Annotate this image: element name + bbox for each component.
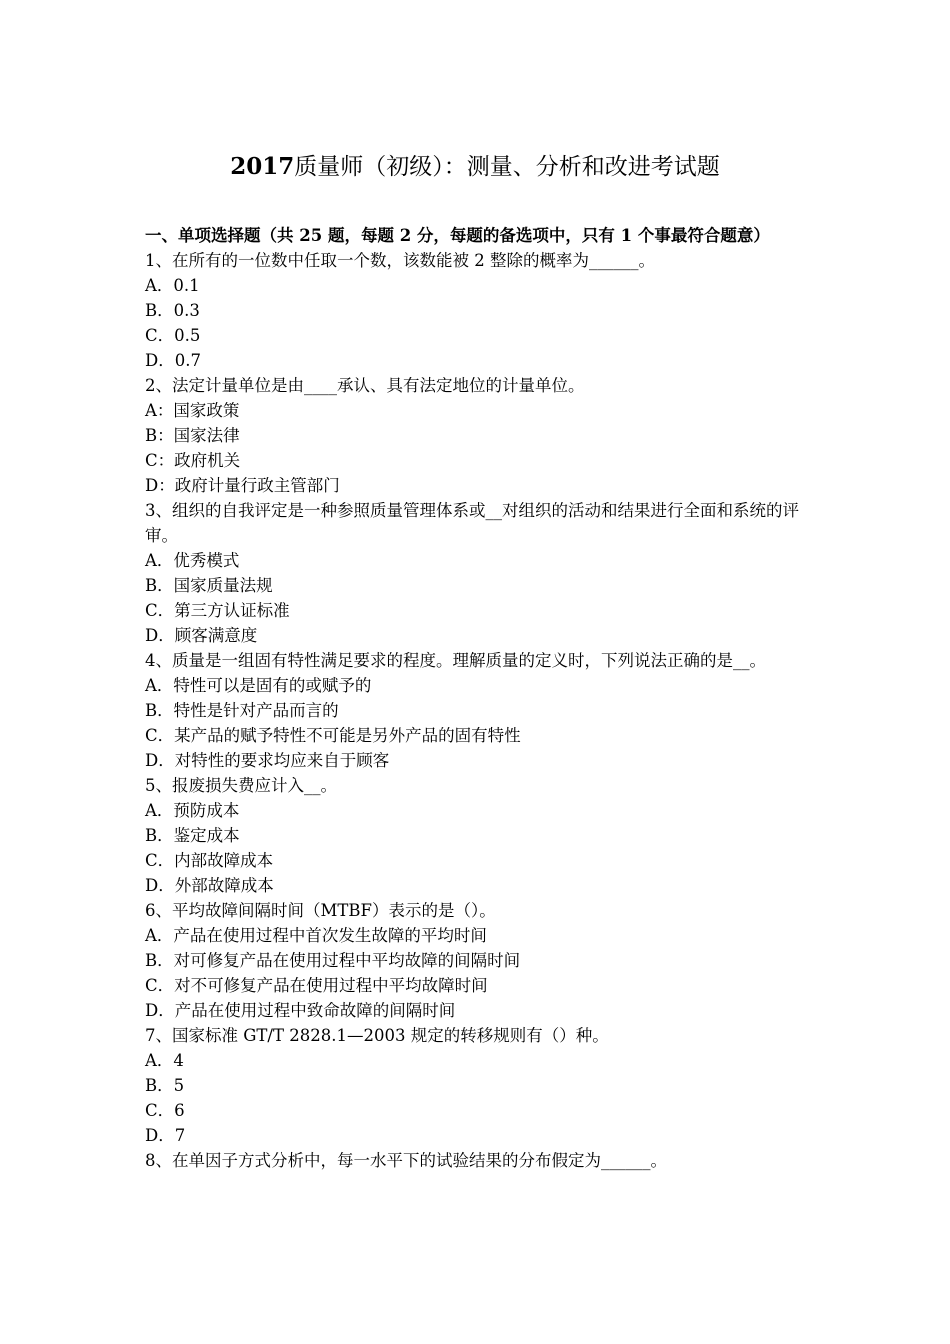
answer-option: C．0.5 bbox=[145, 326, 201, 345]
question-text: 6、平均故障间隔时间（MTBF）表示的是（）。 bbox=[145, 901, 496, 920]
answer-option: B．0.3 bbox=[145, 301, 200, 320]
answer-option: B．国家质量法规 bbox=[145, 576, 273, 595]
answer-option: D：政府计量行政主管部门 bbox=[145, 476, 340, 495]
question-text: 4、质量是一组固有特性满足要求的程度。理解质量的定义时，下列说法正确的是__。 bbox=[145, 651, 766, 670]
answer-option: A．0.1 bbox=[145, 276, 200, 295]
question-text: 2、法定计量单位是由____承认、具有法定地位的计量单位。 bbox=[145, 376, 585, 395]
answer-option: B．特性是针对产品而言的 bbox=[145, 701, 339, 720]
answer-option: B．鉴定成本 bbox=[145, 826, 240, 845]
question-text: 7、国家标准 GT/T 2828.1—2003 规定的转移规则有（）种。 bbox=[145, 1026, 609, 1045]
answer-option: C：政府机关 bbox=[145, 451, 241, 470]
answer-option: A．预防成本 bbox=[145, 801, 240, 820]
answer-option: D．0.7 bbox=[145, 351, 201, 370]
answer-option: D．外部故障成本 bbox=[145, 876, 274, 895]
question-text: 5、报废损失费应计入__。 bbox=[145, 776, 337, 795]
document-title bbox=[0, 150, 950, 184]
answer-option: D．顾客满意度 bbox=[145, 626, 258, 645]
question-text: 3、组织的自我评定是一种参照质量管理体系或__对组织的活动和结果进行全面和系统的评审。 bbox=[145, 501, 799, 545]
question-text: 1、在所有的一位数中任取一个数，该数能被 2 整除的概率为______。 bbox=[145, 251, 655, 270]
section-heading: 一、单项选择题（共 25 题，每题 2 分，每题的备选项中，只有 1 个事最符合题意） bbox=[145, 226, 770, 245]
answer-option: B．5 bbox=[145, 1076, 185, 1095]
question-text: 8、在单因子方式分析中，每一水平下的试验结果的分布假定为______。 bbox=[145, 1151, 667, 1170]
answer-option: A．产品在使用过程中首次发生故障的平均时间 bbox=[145, 926, 487, 945]
answer-option: A．4 bbox=[145, 1051, 184, 1070]
answer-option: A．特性可以是固有的或赋予的 bbox=[145, 676, 372, 695]
answer-option: C．内部故障成本 bbox=[145, 851, 274, 870]
answer-option: C．对不可修复产品在使用过程中平均故障时间 bbox=[145, 976, 488, 995]
answer-option: A．优秀模式 bbox=[145, 551, 240, 570]
question-list bbox=[145, 248, 810, 1173]
answer-option: D．7 bbox=[145, 1126, 186, 1145]
document-body bbox=[145, 223, 810, 1173]
title-text: 质量师（初级）：测量、分析和改进考试题 bbox=[294, 154, 720, 180]
answer-option: B：国家法律 bbox=[145, 426, 240, 445]
answer-option: D．对特性的要求均应来自于顾客 bbox=[145, 751, 390, 770]
answer-option: C．第三方认证标准 bbox=[145, 601, 290, 620]
answer-option: C．6 bbox=[145, 1101, 185, 1120]
answer-option: C．某产品的赋予特性不可能是另外产品的固有特性 bbox=[145, 726, 521, 745]
answer-option: A：国家政策 bbox=[145, 401, 240, 420]
answer-option: D．产品在使用过程中致命故障的间隔时间 bbox=[145, 1001, 456, 1020]
title-year: 2017 bbox=[230, 153, 295, 180]
answer-option: B．对可修复产品在使用过程中平均故障的间隔时间 bbox=[145, 951, 521, 970]
